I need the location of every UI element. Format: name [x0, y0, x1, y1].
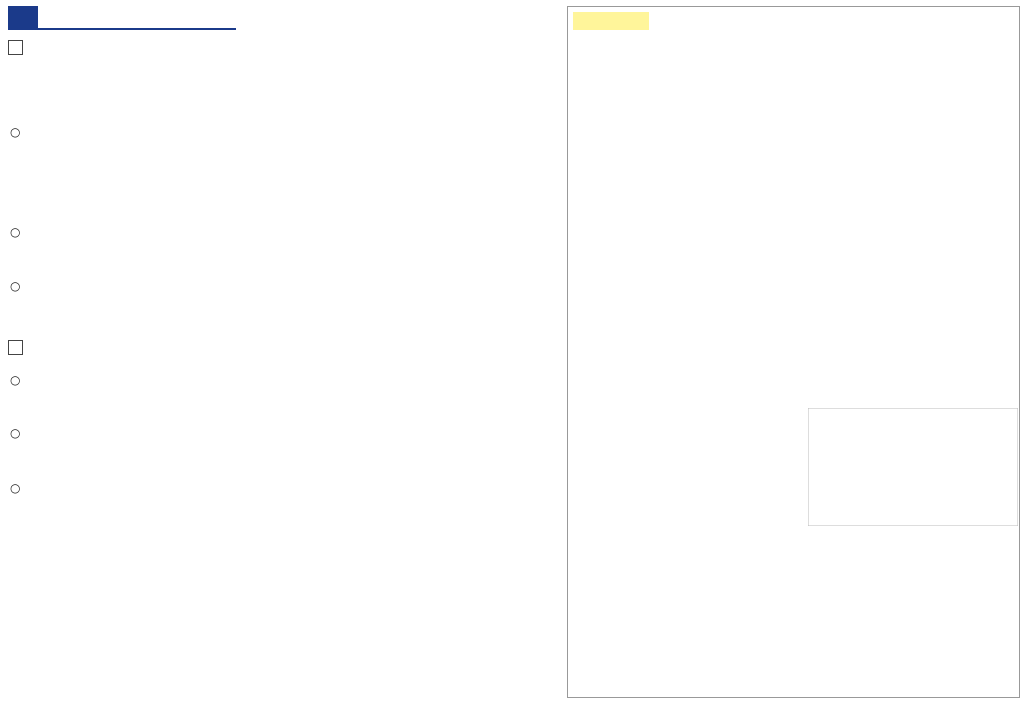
item-auto: ○ — [10, 481, 21, 495]
section-number — [8, 6, 38, 28]
import-paragraph: ○ — [10, 225, 21, 239]
export-paragraph: ○ — [10, 125, 21, 139]
item-semiconductor: ○ — [10, 373, 21, 387]
trade-balance-paragraph: ○ — [10, 279, 21, 293]
semiconductor-chart — [808, 408, 1018, 526]
section-mark — [8, 40, 23, 55]
section-header — [8, 6, 236, 30]
item-bio: ○ — [10, 426, 21, 440]
section2-heading — [8, 340, 27, 360]
overview-line-1 — [8, 40, 27, 60]
it-panel — [567, 6, 1020, 698]
it-title — [573, 12, 649, 30]
